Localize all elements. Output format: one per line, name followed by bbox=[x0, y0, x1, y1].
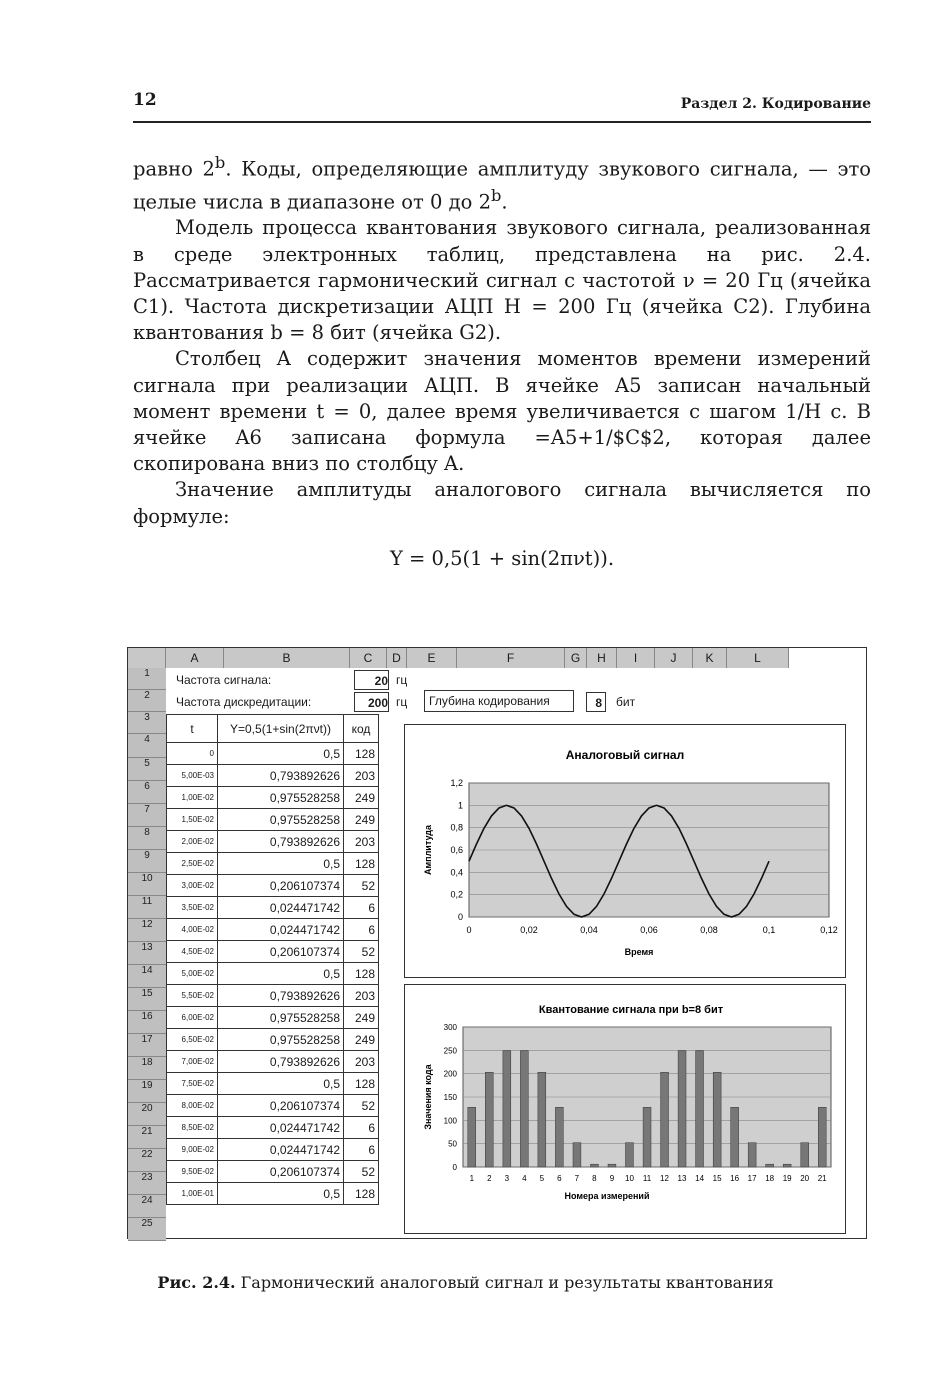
table-row bbox=[167, 875, 379, 897]
y-tick-label: 0,4 bbox=[450, 867, 463, 878]
row-header[interactable]: 12 bbox=[128, 919, 166, 942]
amplitude-cell[interactable]: 0,206107374 bbox=[218, 1161, 344, 1183]
corner-cell[interactable] bbox=[128, 648, 166, 668]
time-cell[interactable]: 3,00E-02 bbox=[167, 875, 218, 897]
x-tick-label: 0,02 bbox=[520, 925, 538, 935]
row-header[interactable]: 23 bbox=[128, 1172, 166, 1195]
y-axis-label: Амплитуда bbox=[423, 825, 433, 875]
time-cell[interactable]: 7,50E-02 bbox=[167, 1073, 218, 1095]
bar bbox=[783, 1164, 791, 1167]
x-tick-label: 0 bbox=[466, 925, 472, 935]
x-tick-label: 6 bbox=[557, 1174, 562, 1183]
code-cell[interactable]: 6 bbox=[344, 1139, 379, 1161]
x-tick-label: 9 bbox=[609, 1174, 615, 1183]
y-tick-label: 0,6 bbox=[450, 845, 463, 855]
amplitude-cell[interactable]: 0,975528258 bbox=[218, 1007, 344, 1029]
time-cell[interactable]: 0 bbox=[167, 743, 218, 765]
chart-title: Аналоговый сигнал bbox=[565, 748, 685, 762]
row-header[interactable]: 7 bbox=[128, 804, 166, 827]
x-tick-label: 20 bbox=[800, 1174, 810, 1183]
table-row bbox=[167, 1117, 379, 1139]
bar bbox=[591, 1164, 599, 1167]
row-header[interactable]: 16 bbox=[128, 1011, 166, 1034]
amplitude-cell[interactable]: 0,5 bbox=[218, 853, 344, 875]
amplitude-cell[interactable]: 0,793892626 bbox=[218, 831, 344, 853]
table-row bbox=[167, 985, 379, 1007]
time-cell[interactable]: 1,00E-01 bbox=[167, 1183, 218, 1205]
table-row bbox=[167, 853, 379, 875]
time-cell[interactable]: 2,50E-02 bbox=[167, 853, 218, 875]
caption-text: Гармонический аналоговый сигнал и результаты квантования bbox=[235, 1273, 774, 1292]
bar bbox=[555, 1107, 563, 1167]
running-title: Раздел 2. Кодирование bbox=[680, 96, 871, 112]
row-header[interactable]: 18 bbox=[128, 1057, 166, 1080]
amplitude-cell[interactable]: 0,975528258 bbox=[218, 787, 344, 809]
page-number: 12 bbox=[133, 90, 157, 110]
code-cell[interactable]: 249 bbox=[344, 787, 379, 809]
paragraph-4: Значение амплитуды аналогового сигнала вычисляется по формуле: bbox=[133, 478, 871, 528]
y-tick-label: 0,2 bbox=[450, 889, 463, 900]
row-header[interactable]: 25 bbox=[128, 1218, 166, 1241]
row-header[interactable]: 2 bbox=[128, 690, 166, 712]
table-row bbox=[167, 765, 379, 787]
column-header-k[interactable]: K bbox=[693, 648, 727, 668]
table-header-cell[interactable]: код bbox=[344, 715, 379, 743]
bar bbox=[661, 1072, 669, 1167]
time-cell[interactable]: 6,00E-02 bbox=[167, 1007, 218, 1029]
column-header-c[interactable]: C bbox=[350, 648, 387, 668]
table-header-row bbox=[167, 715, 379, 743]
cell-h2-depth-unit[interactable]: бит bbox=[616, 695, 636, 709]
amplitude-cell[interactable]: 0,793892626 bbox=[218, 765, 344, 787]
time-cell[interactable]: 3,50E-02 bbox=[167, 897, 218, 919]
row-header[interactable]: 11 bbox=[128, 896, 166, 919]
row-header[interactable]: 20 bbox=[128, 1103, 166, 1126]
time-cell[interactable]: 5,50E-02 bbox=[167, 985, 218, 1007]
time-cell[interactable]: 4,50E-02 bbox=[167, 941, 218, 963]
bar bbox=[608, 1164, 616, 1167]
quantization-svg bbox=[405, 985, 845, 1233]
amplitude-cell[interactable]: 0,024471742 bbox=[218, 897, 344, 919]
x-tick-label: 0,06 bbox=[640, 925, 658, 935]
cell-a2-label[interactable]: Частота дискредитации: bbox=[176, 695, 312, 709]
y-tick-label: 0 bbox=[452, 1163, 457, 1172]
bar bbox=[678, 1051, 686, 1167]
code-cell[interactable]: 249 bbox=[344, 809, 379, 831]
column-header-g[interactable]: G bbox=[565, 648, 587, 668]
x-axis-label: Номера измерений bbox=[564, 1191, 650, 1201]
y-tick-label: 100 bbox=[443, 1116, 457, 1126]
x-tick-label: 0,08 bbox=[700, 925, 718, 935]
row-header[interactable]: 10 bbox=[128, 873, 166, 896]
table-row bbox=[167, 1029, 379, 1051]
table-row bbox=[167, 1139, 379, 1161]
table-row bbox=[167, 1161, 379, 1183]
row-header[interactable]: 5 bbox=[128, 758, 166, 781]
time-cell[interactable]: 2,00E-02 bbox=[167, 831, 218, 853]
cell-a1-label[interactable]: Частота сигнала: bbox=[176, 673, 272, 687]
code-cell[interactable]: 128 bbox=[344, 963, 379, 985]
bar bbox=[766, 1164, 774, 1167]
x-tick-label: 12 bbox=[660, 1174, 669, 1183]
table-row bbox=[167, 1007, 379, 1029]
bar bbox=[573, 1143, 581, 1167]
x-tick-label: 3 bbox=[504, 1174, 510, 1183]
spreadsheet-figure bbox=[127, 647, 867, 1239]
time-cell[interactable]: 9,50E-02 bbox=[167, 1161, 218, 1183]
amplitude-cell[interactable]: 0,5 bbox=[218, 963, 344, 985]
code-cell[interactable]: 203 bbox=[344, 985, 379, 1007]
amplitude-cell[interactable]: 0,5 bbox=[218, 1183, 344, 1205]
bar bbox=[485, 1072, 493, 1167]
table-row bbox=[167, 963, 379, 985]
x-tick-label: 16 bbox=[730, 1174, 740, 1183]
y-tick-label: 1,2 bbox=[450, 778, 463, 788]
code-cell[interactable]: 203 bbox=[344, 765, 379, 787]
y-tick-label: 0 bbox=[457, 912, 463, 922]
code-cell[interactable]: 6 bbox=[344, 897, 379, 919]
amplitude-cell[interactable]: 0,206107374 bbox=[218, 875, 344, 897]
amplitude-cell[interactable]: 0,5 bbox=[218, 1073, 344, 1095]
bar bbox=[731, 1107, 739, 1167]
code-cell[interactable]: 203 bbox=[344, 1051, 379, 1073]
table-row bbox=[167, 831, 379, 853]
analog-signal-chart bbox=[404, 724, 846, 978]
x-tick-label: 7 bbox=[574, 1174, 580, 1183]
quantization-chart bbox=[404, 984, 846, 1234]
table-row bbox=[167, 1073, 379, 1095]
code-cell[interactable]: 128 bbox=[344, 853, 379, 875]
cell-c2-value[interactable]: 200 bbox=[354, 692, 389, 712]
body-text bbox=[133, 150, 871, 572]
time-cell[interactable]: 8,00E-02 bbox=[167, 1095, 218, 1117]
p1-end: . bbox=[501, 190, 508, 214]
column-header-b[interactable]: B bbox=[224, 648, 350, 668]
amplitude-cell[interactable]: 0,206107374 bbox=[218, 941, 344, 963]
p1-pre: равно 2 bbox=[133, 157, 215, 181]
amplitude-cell[interactable]: 0,024471742 bbox=[218, 1117, 344, 1139]
x-tick-label: 1 bbox=[469, 1174, 475, 1183]
amplitude-cell[interactable]: 0,024471742 bbox=[218, 919, 344, 941]
table-header-cell[interactable]: t bbox=[167, 715, 218, 743]
bar bbox=[503, 1051, 511, 1167]
code-cell[interactable]: 52 bbox=[344, 875, 379, 897]
bar bbox=[696, 1051, 704, 1167]
cell-g2-depth-value[interactable]: 8 bbox=[586, 692, 606, 712]
bar bbox=[520, 1051, 528, 1167]
amplitude-cell[interactable]: 0,793892626 bbox=[218, 1051, 344, 1073]
code-cell[interactable]: 52 bbox=[344, 1095, 379, 1117]
x-tick-label: 0,1 bbox=[762, 925, 776, 935]
time-cell[interactable]: 5,00E-03 bbox=[167, 765, 218, 787]
row-header[interactable]: 14 bbox=[128, 965, 166, 988]
header-rule bbox=[133, 121, 871, 123]
x-tick-label: 17 bbox=[747, 1174, 757, 1183]
row-header[interactable]: 19 bbox=[128, 1080, 166, 1103]
x-tick-label: 0,04 bbox=[580, 925, 598, 935]
table-row bbox=[167, 919, 379, 941]
table-row bbox=[167, 1183, 379, 1205]
row-header[interactable]: 4 bbox=[128, 734, 166, 758]
code-cell[interactable]: 6 bbox=[344, 1117, 379, 1139]
bar bbox=[818, 1107, 826, 1167]
table-row bbox=[167, 743, 379, 765]
formula: Y = 0,5(1 + sin(2πνt)). bbox=[389, 546, 615, 570]
code-cell[interactable]: 128 bbox=[344, 1073, 379, 1095]
code-cell[interactable]: 128 bbox=[344, 743, 379, 765]
time-cell[interactable]: 1,50E-02 bbox=[167, 809, 218, 831]
time-cell[interactable]: 7,00E-02 bbox=[167, 1051, 218, 1073]
bar bbox=[626, 1143, 634, 1167]
table-row bbox=[167, 809, 379, 831]
row-header[interactable]: 3 bbox=[128, 712, 166, 734]
table-row bbox=[167, 941, 379, 963]
column-header-e[interactable]: E bbox=[407, 648, 457, 668]
time-cell[interactable]: 9,00E-02 bbox=[167, 1139, 218, 1161]
bar bbox=[713, 1072, 721, 1167]
y-tick-label: 250 bbox=[443, 1046, 457, 1056]
paragraph-3: Столбец A содержит значения моментов времени измерений сигнала при реализации АЦП. В ячейке A5 записан начальный момент времени t = 0, далее время увеличивается с шагом 1/H с. В ячейке A6 записана формула =A5+1/$C$2, которая далее скопирована вниз по столбцу A. bbox=[133, 347, 871, 476]
x-tick-label: 5 bbox=[539, 1174, 545, 1183]
x-tick-label: 8 bbox=[592, 1174, 597, 1183]
bar bbox=[468, 1107, 476, 1167]
cell-d2-unit[interactable]: гц bbox=[396, 695, 408, 709]
column-header-l[interactable]: L bbox=[727, 648, 789, 668]
y-tick-label: 150 bbox=[443, 1093, 457, 1102]
p1-sup-2: b bbox=[490, 185, 502, 205]
amplitude-cell[interactable]: 0,024471742 bbox=[218, 1139, 344, 1161]
amplitude-cell[interactable]: 0,975528258 bbox=[218, 1029, 344, 1051]
bar bbox=[538, 1072, 546, 1167]
x-tick-label: 19 bbox=[782, 1174, 792, 1183]
column-header-h[interactable]: H bbox=[587, 648, 617, 668]
caption-label: Рис. 2.4. bbox=[157, 1273, 236, 1292]
x-tick-label: 0,12 bbox=[820, 925, 838, 935]
code-cell[interactable]: 128 bbox=[344, 1183, 379, 1205]
table-row bbox=[167, 787, 379, 809]
row-header[interactable]: 21 bbox=[128, 1126, 166, 1149]
time-cell[interactable]: 5,00E-02 bbox=[167, 963, 218, 985]
y-tick-label: 300 bbox=[443, 1023, 457, 1032]
code-cell[interactable]: 249 bbox=[344, 1029, 379, 1051]
paragraph-1 bbox=[133, 150, 871, 215]
row-header[interactable]: 15 bbox=[128, 988, 166, 1011]
chart-title: Квантование сигнала при b=8 бит bbox=[538, 1004, 724, 1016]
table-row bbox=[167, 897, 379, 919]
row-header[interactable]: 22 bbox=[128, 1149, 166, 1172]
time-cell[interactable]: 6,50E-02 bbox=[167, 1029, 218, 1051]
x-tick-label: 2 bbox=[487, 1174, 492, 1183]
p1-mid: . Коды, определяющие амплитуду звукового сигнала, — это целые числа в диапазоне от 0 до 2 bbox=[133, 157, 871, 214]
table-row bbox=[167, 1095, 379, 1117]
analog-signal-svg bbox=[405, 725, 845, 977]
y-tick-label: 1 bbox=[457, 800, 463, 811]
bar bbox=[643, 1107, 651, 1167]
table-row bbox=[167, 1051, 379, 1073]
cell-c1-value[interactable]: 20 bbox=[354, 670, 389, 690]
x-tick-label: 18 bbox=[765, 1174, 775, 1183]
x-axis-label: Время bbox=[624, 947, 654, 957]
table-header-cell[interactable]: Y=0,5(1+sin(2πνt)) bbox=[218, 715, 344, 743]
column-header-j[interactable]: J bbox=[655, 648, 693, 668]
row-header[interactable]: 8 bbox=[128, 827, 166, 850]
row-header[interactable]: 1 bbox=[128, 668, 166, 690]
x-tick-label: 11 bbox=[642, 1174, 652, 1183]
row-header[interactable]: 13 bbox=[128, 942, 166, 965]
p1-sup-1: b bbox=[214, 153, 226, 172]
paragraph-2: Модель процесса квантования звукового сигнала, реализованная в среде электронных таблиц, представлена на рис. 2.4. Рассматривается гармонический сигнал с частотой ν = 20 Гц (ячейка C1). Частота дискретизации АЦП H = 200 Гц (ячейка C2). Глубина квантования b = 8 бит (ячейка G2). bbox=[133, 216, 871, 345]
code-cell[interactable]: 52 bbox=[344, 941, 379, 963]
time-cell[interactable]: 8,50E-02 bbox=[167, 1117, 218, 1139]
x-tick-label: 14 bbox=[695, 1174, 705, 1183]
amplitude-cell[interactable]: 0,975528258 bbox=[218, 809, 344, 831]
cell-d1-unit[interactable]: гц bbox=[396, 673, 408, 687]
cell-e2-depth-label[interactable]: Глубина кодирования bbox=[424, 690, 574, 712]
row-header[interactable]: 24 bbox=[128, 1195, 166, 1218]
amplitude-cell[interactable]: 0,206107374 bbox=[218, 1095, 344, 1117]
column-header-a[interactable]: A bbox=[166, 648, 224, 668]
code-cell[interactable]: 6 bbox=[344, 919, 379, 941]
x-tick-label: 4 bbox=[522, 1174, 527, 1183]
time-cell[interactable]: 4,00E-02 bbox=[167, 919, 218, 941]
column-header-f[interactable]: F bbox=[457, 648, 565, 668]
column-header-i[interactable]: I bbox=[617, 648, 655, 668]
x-tick-label: 13 bbox=[677, 1174, 687, 1183]
amplitude-cell[interactable]: 0,5 bbox=[218, 743, 344, 765]
bar bbox=[801, 1143, 809, 1167]
figure-caption bbox=[0, 1273, 931, 1292]
code-cell[interactable]: 249 bbox=[344, 1007, 379, 1029]
data-table bbox=[166, 714, 379, 1205]
time-cell[interactable]: 1,00E-02 bbox=[167, 787, 218, 809]
row-header[interactable]: 17 bbox=[128, 1034, 166, 1057]
x-tick-label: 21 bbox=[817, 1174, 827, 1183]
y-tick-label: 50 bbox=[448, 1139, 457, 1149]
code-cell[interactable]: 203 bbox=[344, 831, 379, 853]
row-header[interactable]: 9 bbox=[128, 850, 166, 873]
code-cell[interactable]: 52 bbox=[344, 1161, 379, 1183]
y-tick-label: 200 bbox=[443, 1069, 457, 1079]
x-tick-label: 10 bbox=[625, 1174, 634, 1183]
y-tick-label: 0,8 bbox=[450, 822, 463, 833]
x-tick-label: 15 bbox=[712, 1174, 722, 1183]
amplitude-cell[interactable]: 0,793892626 bbox=[218, 985, 344, 1007]
bar bbox=[748, 1143, 756, 1167]
row-header[interactable]: 6 bbox=[128, 781, 166, 804]
column-header-d[interactable]: D bbox=[387, 648, 407, 668]
y-axis-label: Значения кода bbox=[423, 1064, 433, 1130]
